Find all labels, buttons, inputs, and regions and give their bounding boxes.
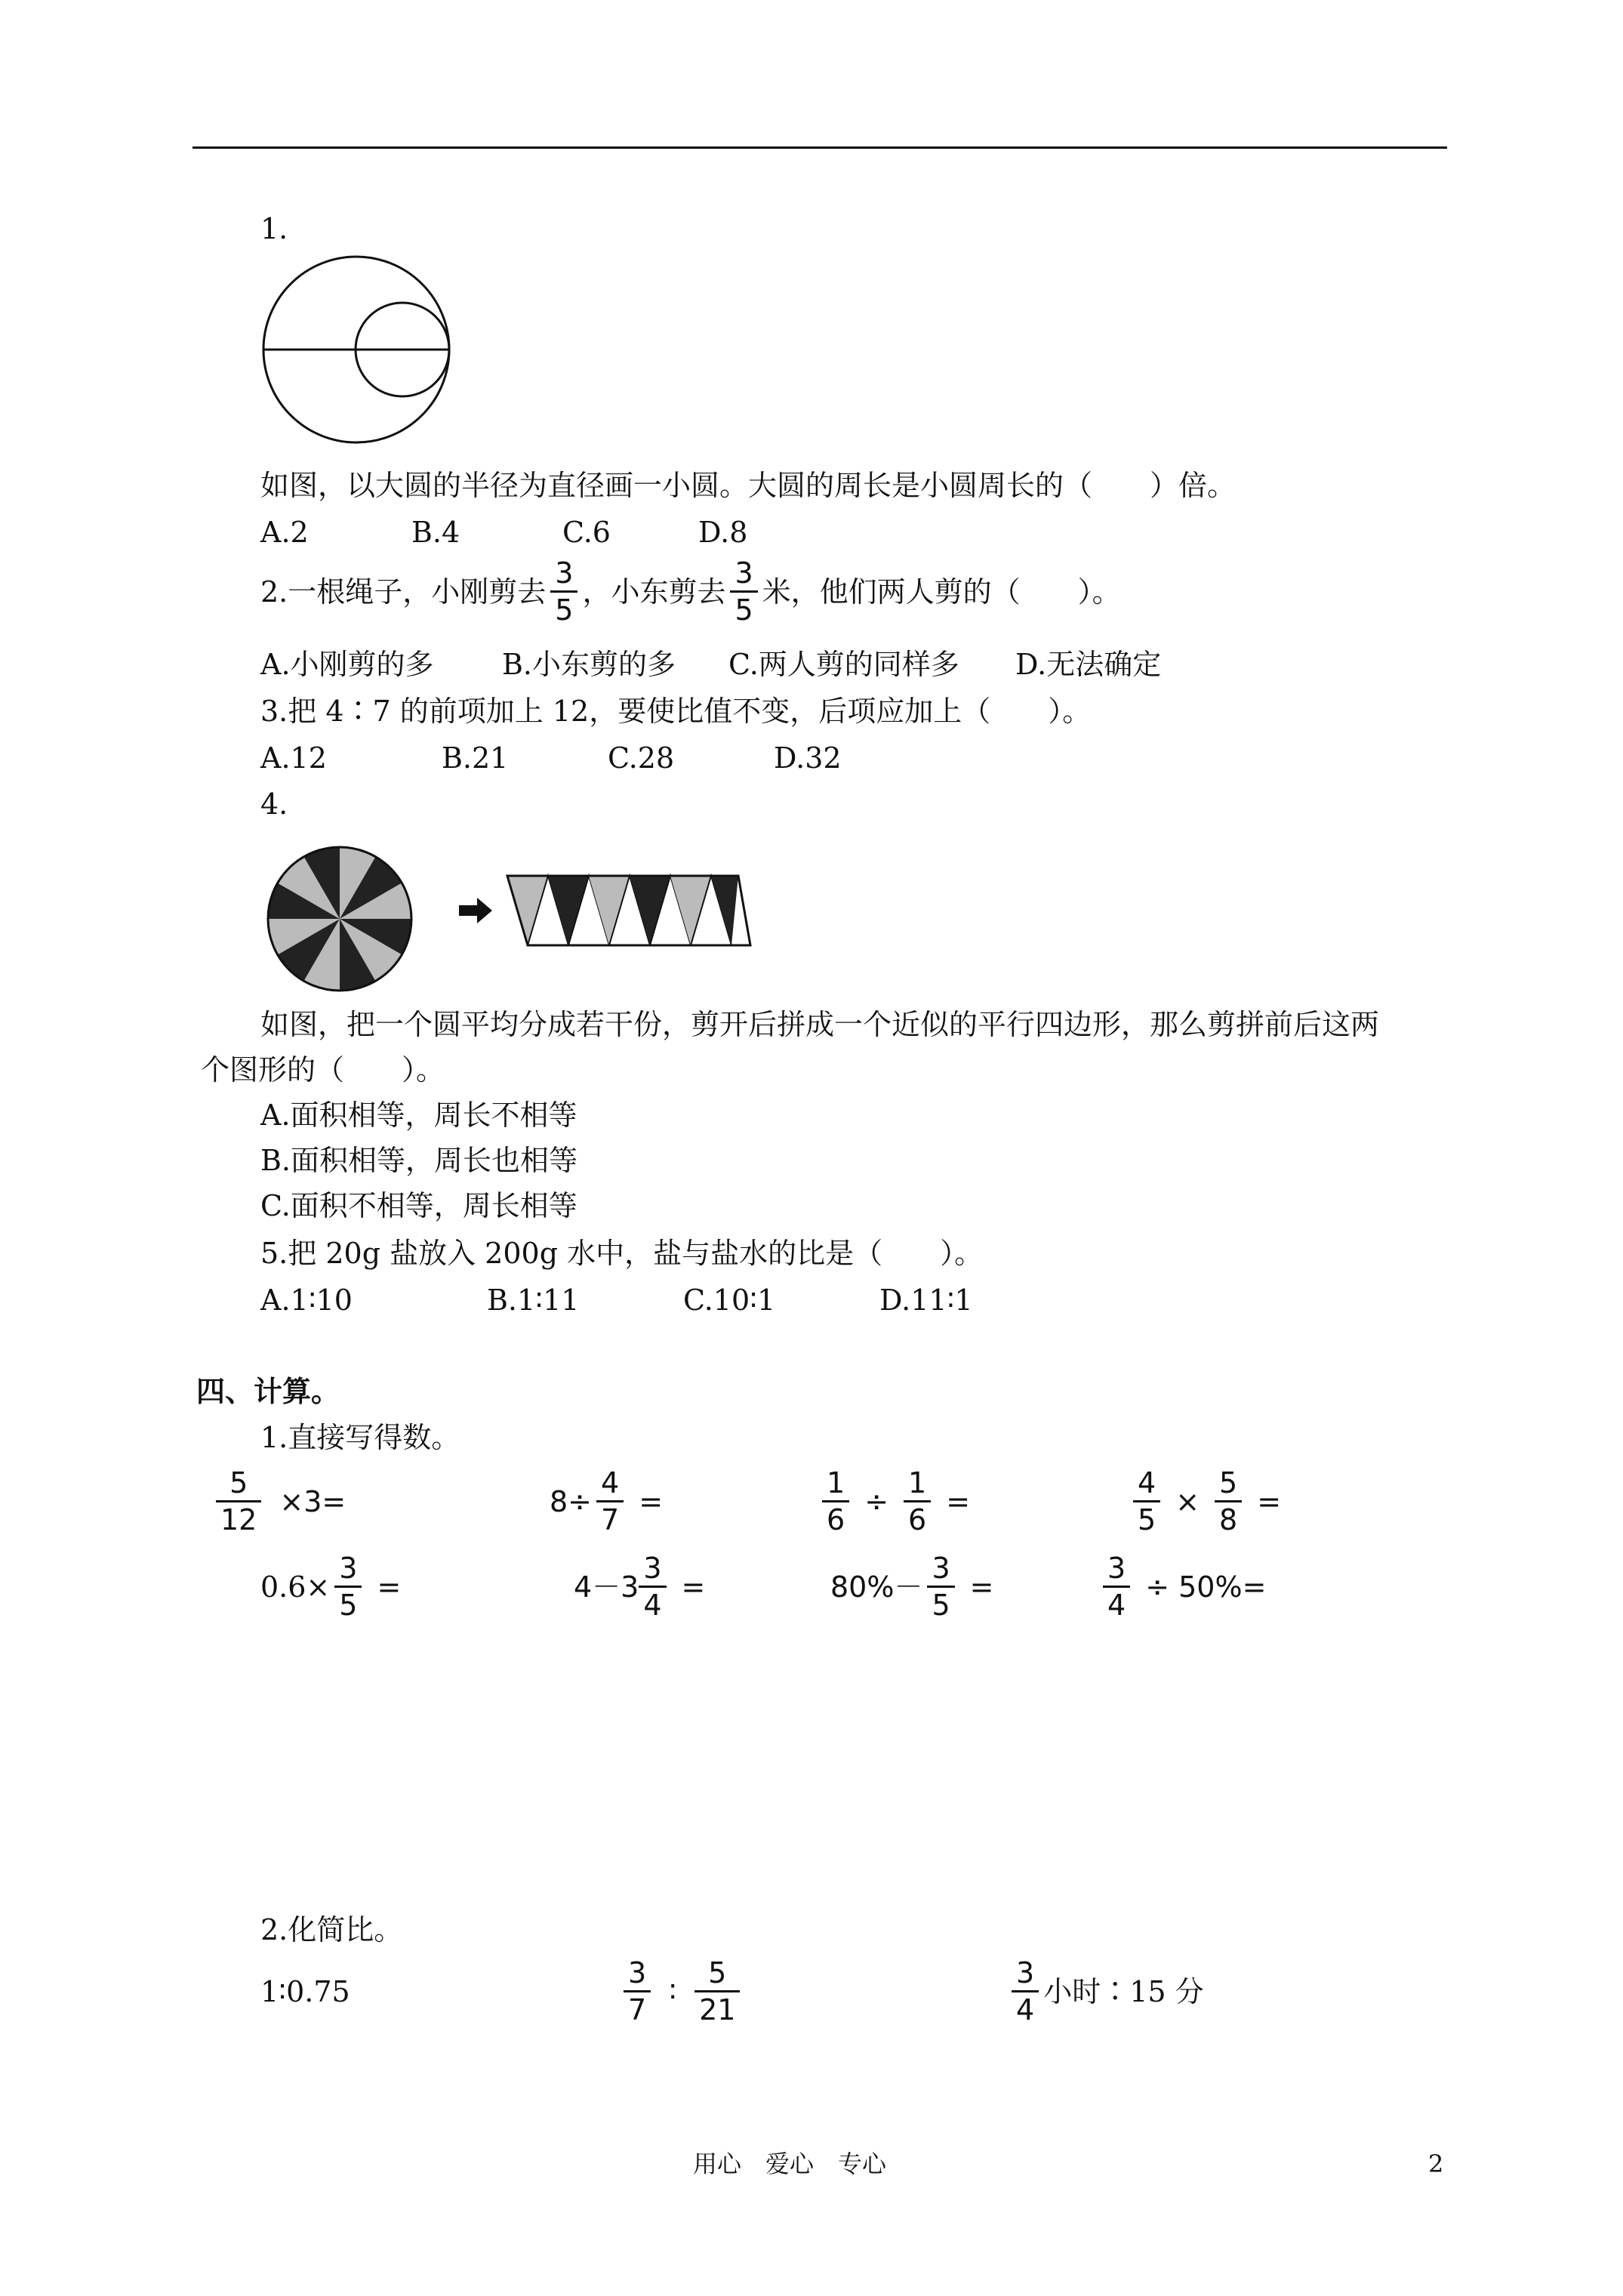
fraction: $\frac{1}{6}$ [904,1469,931,1534]
fraction: $\frac{4}{5}$ [1133,1469,1160,1534]
calc-r2-e1 [260,1554,401,1620]
footer-slogan: 用心 爱心 专心 [693,2150,887,2178]
expr-post: ×3= [279,1484,346,1518]
expr-post: = [969,1570,994,1604]
fraction: $\frac{3}{7}$ [624,1959,651,2024]
q5-option-d: D.11∶1 [879,1284,973,1317]
q2-post: 米，他们两人剪的（ ）。 [762,575,1121,609]
q3-option-a: A.12 [260,741,327,775]
expr-post: = [946,1484,971,1518]
q5-text: 5.把 20g 盐放入 200g 水中，盐与盐水的比是（ ）。 [260,1237,984,1270]
q1-option-d: D.8 [698,516,748,549]
expr-post: = [377,1570,402,1604]
q4-text-line1: 如图，把一个圆平均分成若干份，剪开后拼成一个近似的平行四边形，那么剪拼前后这两 [260,1008,1380,1041]
q2-pre: 2.一根绳子，小刚剪去 [260,575,547,609]
q2-fraction-1: $\frac{3}{5}$ [550,559,577,624]
ratio-op: ∶ [669,1974,677,2008]
calc-r2-e4 [1098,1554,1266,1620]
q5-option-b: B.1∶11 [487,1284,580,1317]
expr-pre: 80%－ [830,1570,923,1604]
fraction: $\frac{5}{21}$ [694,1959,740,2024]
q3-option-d: D.32 [774,741,842,775]
expr-op: ÷ [864,1484,889,1518]
q4-option-b: B.面积相等，周长也相等 [260,1144,578,1177]
calc-r1-e2 [550,1466,664,1536]
page-number: 2 [1428,2150,1444,2178]
q2-option-b: B.小东剪的多 [502,648,676,681]
q1-number: 1. [260,212,288,245]
ratio-e2 [619,1956,744,2026]
calc-r1-e4 [1129,1466,1282,1536]
q3-text: 3.把 4∶7 的前项加上 12，要使比值不变，后项应加上（ ）。 [260,695,1092,728]
expr-post: = [681,1570,706,1604]
calc-r1-e3 [818,1466,971,1536]
fraction: $\frac{3}{4}$ [639,1554,666,1620]
expr-pre: 8÷ [550,1484,593,1518]
q4-number: 4. [260,787,288,821]
parallelogram-figure [504,870,753,949]
fraction: $\frac{3}{5}$ [334,1554,362,1620]
q4-text-line2: 个图形的（ ）。 [201,1053,445,1086]
q2-option-d: D.无法确定 [1015,648,1162,681]
expr-pre: 0.6× [260,1570,331,1604]
expr-pre: 4－3 [574,1570,639,1604]
calc-r1-e1 [211,1466,346,1536]
q1-option-c: C.6 [562,516,611,549]
ratio-post: 小时∶15 分 [1043,1974,1204,2008]
circles-figure [260,254,457,446]
calc-r2-e2 [574,1554,705,1620]
circle-sectors [268,847,411,991]
q5-option-a: A.1∶10 [260,1284,353,1317]
section4-sub1: 1.直接写得数。 [260,1421,460,1454]
ratio-e3 [1012,1956,1204,2026]
fraction: $\frac{4}{7}$ [596,1469,624,1534]
expr-op: × [1175,1484,1200,1518]
fraction: $\frac{3}{5}$ [927,1554,954,1620]
q2-option-c: C.两人剪的同样多 [728,648,959,681]
q1-option-b: B.4 [411,516,460,549]
fraction: $\frac{3}{4}$ [1012,1959,1039,2024]
q3-option-c: C.28 [608,741,675,775]
section4-title: 四、计算。 [196,1374,340,1408]
fraction: $\frac{5}{8}$ [1215,1469,1242,1534]
q2-line [260,556,1121,627]
q2-mid: ，小东剪去 [582,575,726,609]
q1-option-a: A.2 [260,516,309,549]
arrow-right-icon [457,895,495,926]
calc-r2-e3 [830,1554,994,1620]
q1-text: 如图，以大圆的半径为直径画一小圆。大圆的周长是小圆周长的（ ）倍。 [260,469,1236,502]
q2-fraction-2: $\frac{3}{5}$ [730,559,757,624]
fraction: $\frac{5}{12}$ [216,1469,261,1534]
ratio-e1: 1∶0.75 [260,1975,350,2008]
parallelogram-sectors [507,876,750,945]
q4-option-a: A.面积相等，周长不相等 [260,1099,577,1132]
fraction: $\frac{3}{4}$ [1103,1554,1130,1620]
expr-post: ÷ 50%= [1145,1570,1267,1604]
q4-option-c: C.面积不相等，周长相等 [260,1189,577,1222]
fraction: $\frac{1}{6}$ [822,1469,849,1534]
q2-option-a: A.小刚剪的多 [260,648,434,681]
section4-sub2: 2.化简比。 [260,1913,403,1946]
q3-option-b: B.21 [442,741,509,775]
q5-option-c: C.10∶1 [683,1284,776,1317]
expr-post: = [639,1484,664,1518]
header-rule [192,146,1447,149]
expr-post: = [1257,1484,1282,1518]
sectored-circle-figure [264,843,415,994]
